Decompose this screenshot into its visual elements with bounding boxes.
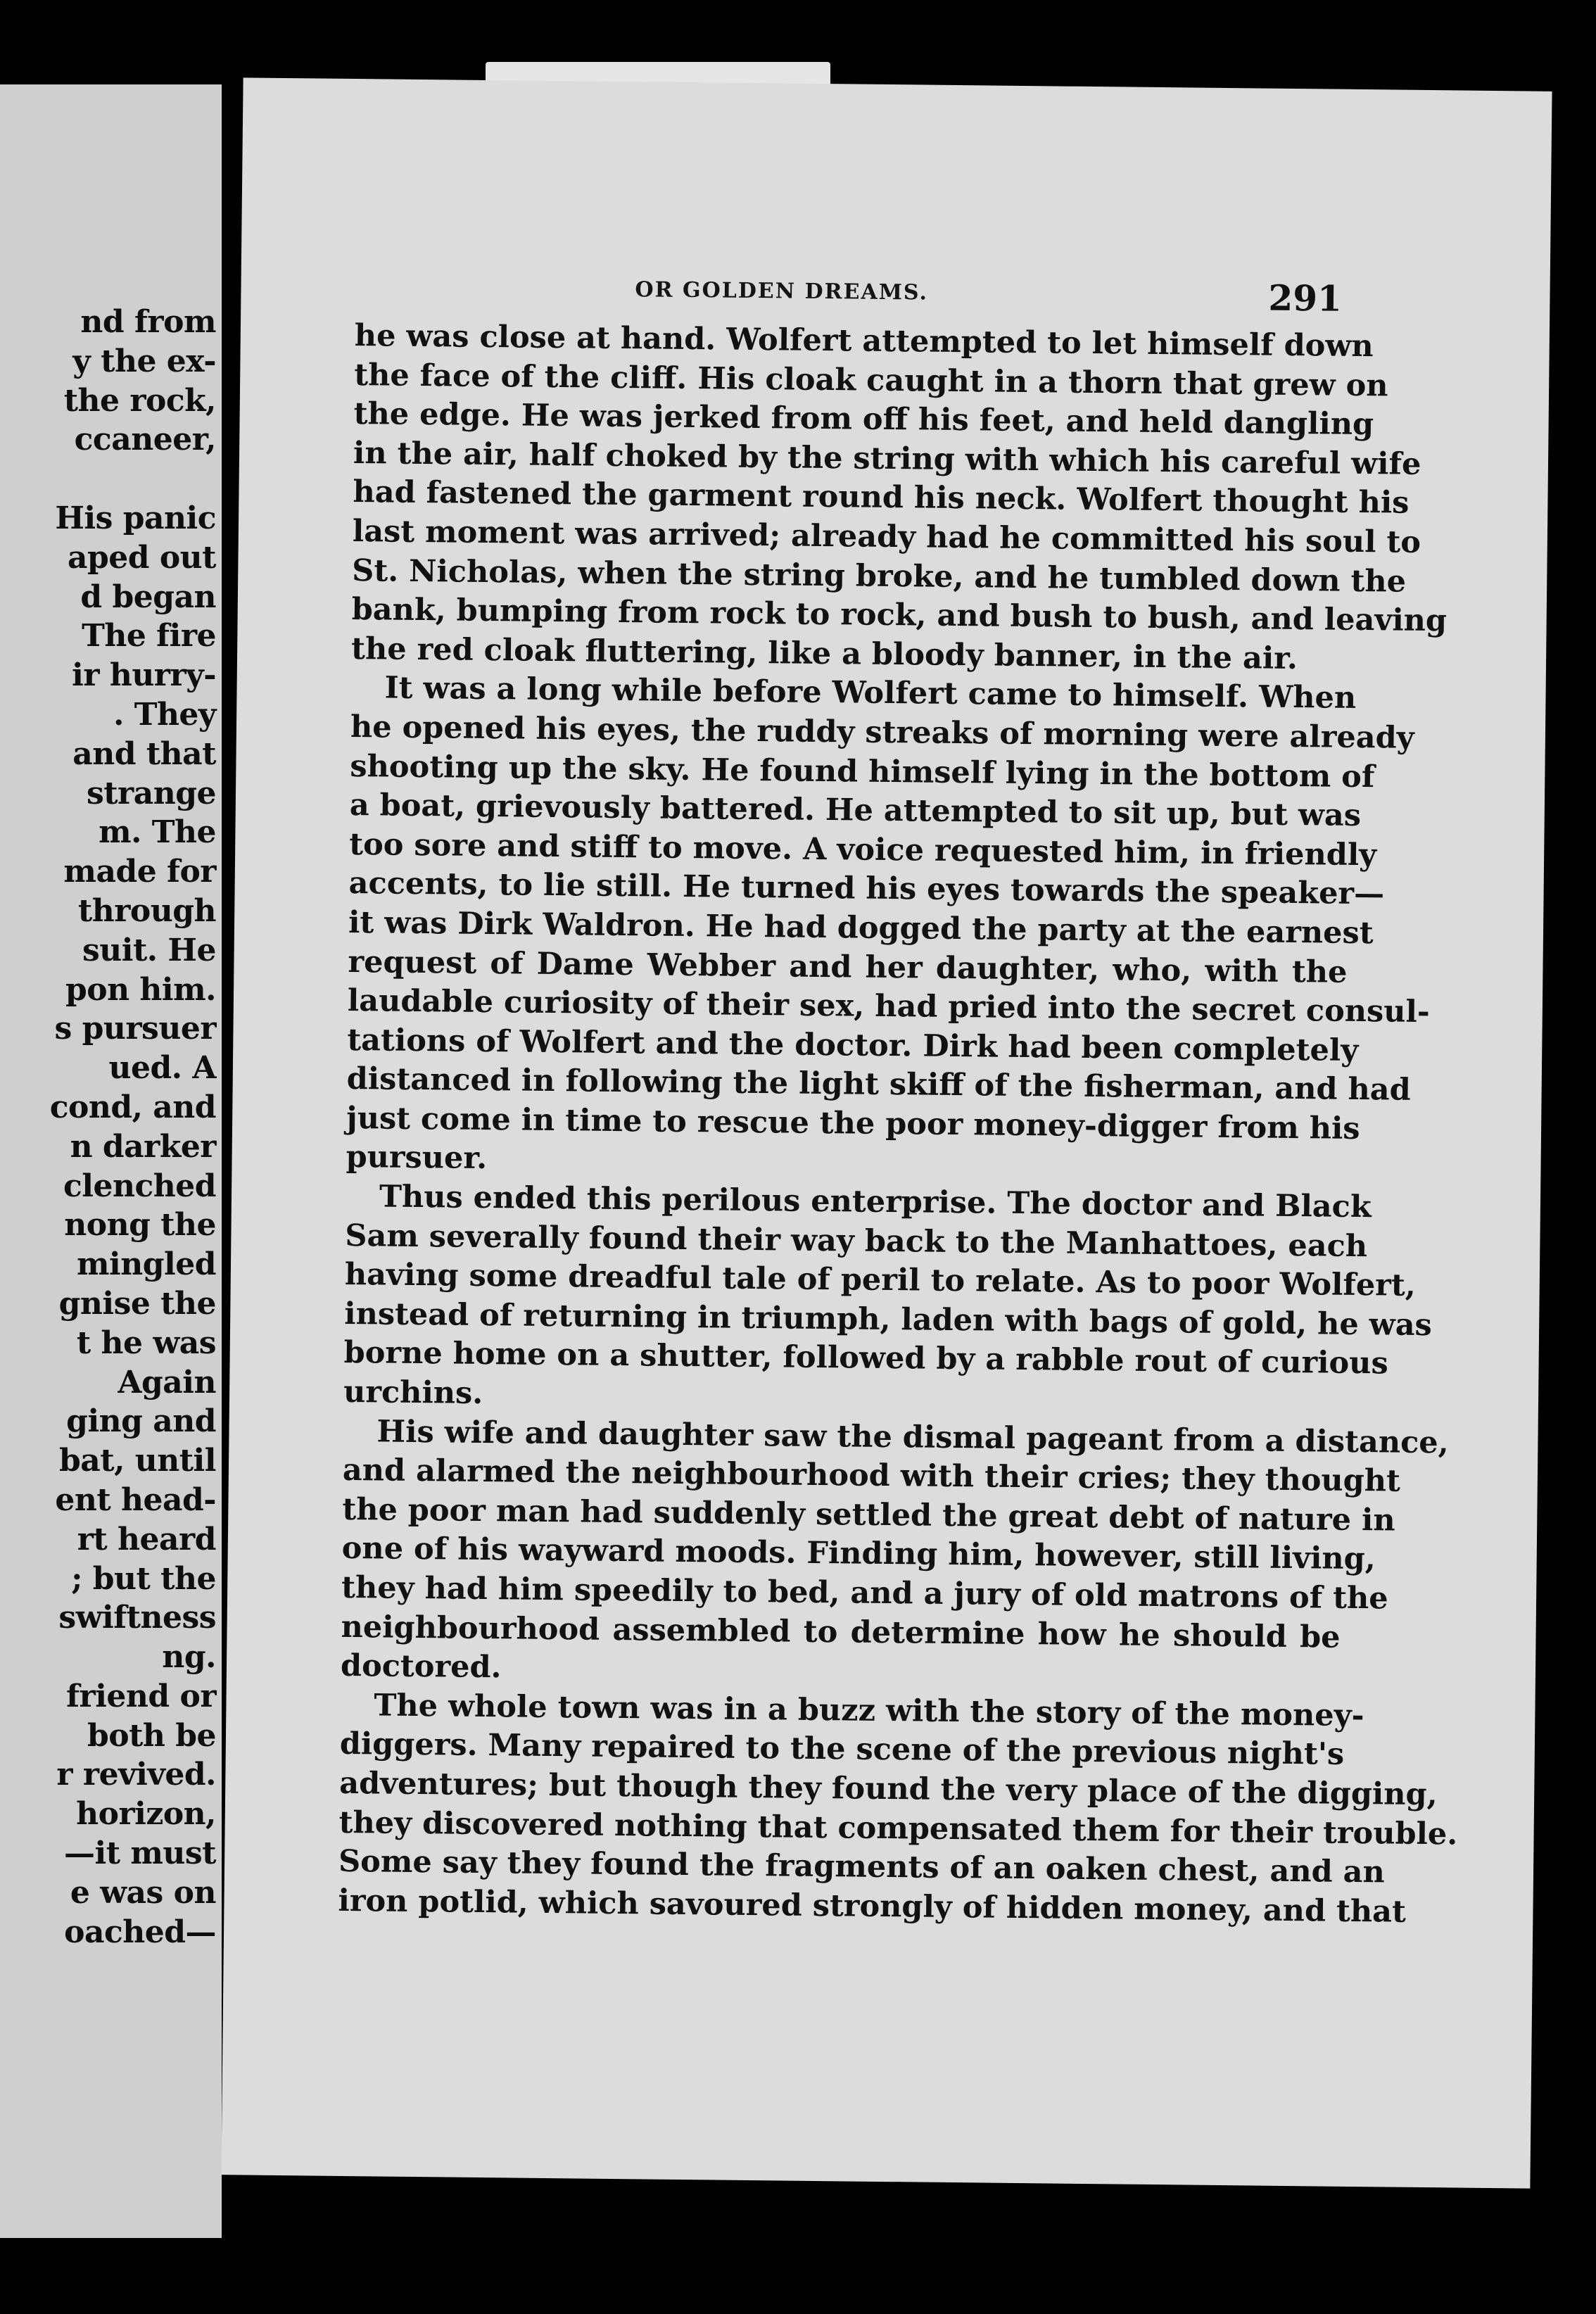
facing-page-line: . They (113, 696, 216, 733)
facing-page-line: aped out (67, 539, 216, 576)
facing-page-line: Again (118, 1364, 216, 1401)
paragraph (340, 1412, 1449, 1697)
text-line: they had him speedily to bed, and a jury of old matrons of the (341, 1569, 1388, 1617)
facing-page-line: t he was (76, 1324, 216, 1361)
book-page (221, 77, 1552, 2188)
text-line: in the air, half choked by the string with which his careful wife (353, 435, 1421, 482)
text-line: Sam severally found their way back to the Manhattoes, each (345, 1218, 1368, 1264)
text-line: and alarmed the neighbourhood with their cries; they thought (342, 1453, 1401, 1499)
text-line: they discovered nothing that compensated them for their trouble. (338, 1804, 1458, 1852)
text-line: accents, to lie still. He turned his eyes towards the speaker— (348, 866, 1385, 912)
facing-page-line: suit. He (82, 932, 216, 968)
text-line: borne home on a shutter, followed by a rabble rout of curious (343, 1335, 1388, 1382)
page-number: 291 (1268, 277, 1343, 320)
facing-page-line: friend or (66, 1678, 216, 1714)
facing-page-line: cond, and (49, 1089, 216, 1125)
text-line: had fastened the garment round his neck. Wolfert thought his (353, 474, 1410, 521)
facing-page-line: y the ex- (72, 343, 216, 379)
text-line: iron potlid, which savoured strongly of hidden money, and that (338, 1883, 1407, 1930)
text-line: it was Dirk Waldron. He had dogged the party at the earnest (348, 904, 1374, 951)
facing-page-line: strange (86, 775, 216, 811)
text-line: instead of returning in triumph, laden with bags of gold, he was (344, 1296, 1433, 1343)
text-line: last moment was arrived; already had he committed his soul to (352, 513, 1421, 560)
text-line: St. Nicholas, when the string broke, and he tumbled down the (352, 552, 1407, 600)
facing-page-line: pon him. (65, 971, 216, 1008)
facing-page-line: ent head- (55, 1481, 216, 1518)
running-title: OR GOLDEN DREAMS. (635, 277, 929, 305)
text-line: he was close at hand. Wolfert attempted to let himself down (354, 318, 1374, 365)
paragraph (338, 1686, 1458, 1931)
text-line: It was a long while before Wolfert came to himself. When (384, 670, 1357, 716)
text-line: the poor man had suddenly settled the great debt of nature in (342, 1491, 1395, 1538)
paragraph (346, 669, 1430, 1188)
text-line: The whole town was in a buzz with the story of the money- (374, 1688, 1364, 1733)
text-line: laudable curiosity of their sex, had pried into the secret consul- (347, 983, 1430, 1030)
text-line: bank, bumping from rock to rock, and bush to bush, and leaving (351, 592, 1448, 639)
facing-page-line: bat, until (59, 1443, 216, 1479)
facing-page-line: through (77, 892, 216, 929)
facing-page-line: and that (72, 735, 216, 772)
facing-page-line: d began (80, 578, 216, 615)
text-line: diggers. Many repaired to the scene of the previous night's (339, 1726, 1345, 1773)
facing-page-line: ued. A (108, 1050, 216, 1087)
text-line: too sore and stiff to move. A voice requested him, in friendly (348, 826, 1377, 873)
facing-page-line: nong the (64, 1207, 216, 1244)
facing-page-text-fragments (5, 303, 216, 1952)
facing-page-line: swiftness (58, 1600, 216, 1636)
facing-page-line: ; but the (71, 1560, 216, 1597)
facing-page-line: The fire (82, 618, 216, 655)
facing-page-line: ng. (162, 1639, 216, 1676)
text-line: the red cloak fluttering, like a bloody banner, in the air. (350, 631, 1298, 676)
facing-page-line: r revived. (56, 1757, 216, 1793)
facing-page-line: both be (87, 1717, 216, 1754)
text-line: he opened his eyes, the ruddy streaks of morning were already (350, 709, 1414, 756)
facing-page-line: s pursuer (54, 1011, 216, 1047)
text-line: His wife and daughter saw the dismal pageant from a distance, (376, 1414, 1449, 1461)
paragraph (343, 1177, 1433, 1422)
facing-page (0, 84, 222, 2238)
facing-page-line: mingled (76, 1246, 216, 1283)
facing-page-line: oached— (64, 1914, 216, 1950)
text-line: adventures; but though they found the very place of the digging, (339, 1765, 1438, 1813)
facing-page-line: His panic (55, 500, 216, 536)
facing-page-line: ccaneer, (74, 422, 216, 458)
text-line: distanced in following the light skiff of the fisherman, and had (346, 1061, 1412, 1108)
text-line: a boat, grievously battered. He attempted to sit up, but was (349, 788, 1362, 834)
text-line: one of his wayward moods. Finding him, however, still living, (341, 1531, 1376, 1577)
facing-page-line: gnise the (58, 1285, 216, 1322)
facing-page-line: nd from (80, 304, 216, 340)
text-line: urchins. (343, 1374, 483, 1412)
facing-page-line: the rock, (63, 382, 216, 419)
facing-page-line: made for (63, 854, 216, 890)
text-line: pursuer. (346, 1139, 488, 1177)
facing-page-line: clenched (63, 1168, 216, 1204)
paragraph (350, 317, 1448, 679)
facing-page-line: ging and (66, 1403, 216, 1440)
page-body-text (338, 317, 1458, 1931)
facing-page-line (5, 460, 216, 499)
text-line: shooting up the sky. He found himself lying in the bottom of (350, 748, 1375, 795)
text-line: tations of Wolfert and the doctor. Dirk had been completely (347, 1022, 1359, 1068)
text-line: having some dreadful tale of peril to relate. As to poor Wolfert, (344, 1257, 1416, 1304)
text-line: Some say they found the fragments of an oaken chest, and an (338, 1844, 1386, 1890)
facing-page-line: m. The (99, 814, 216, 851)
text-line: doctored. (340, 1648, 502, 1686)
facing-page-line: e was on (70, 1874, 216, 1911)
text-line: neighbourhood assembled to determine how he should be (341, 1609, 1341, 1655)
text-line: request of Dame Webber and her daughter, who, with the (348, 944, 1348, 990)
text-line: just come in time to rescue the poor money-digger from his (346, 1100, 1360, 1146)
running-header (241, 266, 1550, 320)
text-line: Thus ended this perilous enterprise. The doctor and Black (379, 1179, 1372, 1225)
facing-page-line: n darker (70, 1128, 216, 1165)
facing-page-line: rt heard (77, 1521, 216, 1557)
text-line: the edge. He was jerked from off his feet, and held dangling (353, 396, 1374, 443)
facing-page-line: horizon, (76, 1796, 216, 1833)
text-line: the face of the cliff. His cloak caught in a thorn that grew on (353, 357, 1388, 403)
facing-page-line: —it must (64, 1835, 216, 1872)
facing-page-line: ir hurry- (72, 657, 216, 694)
